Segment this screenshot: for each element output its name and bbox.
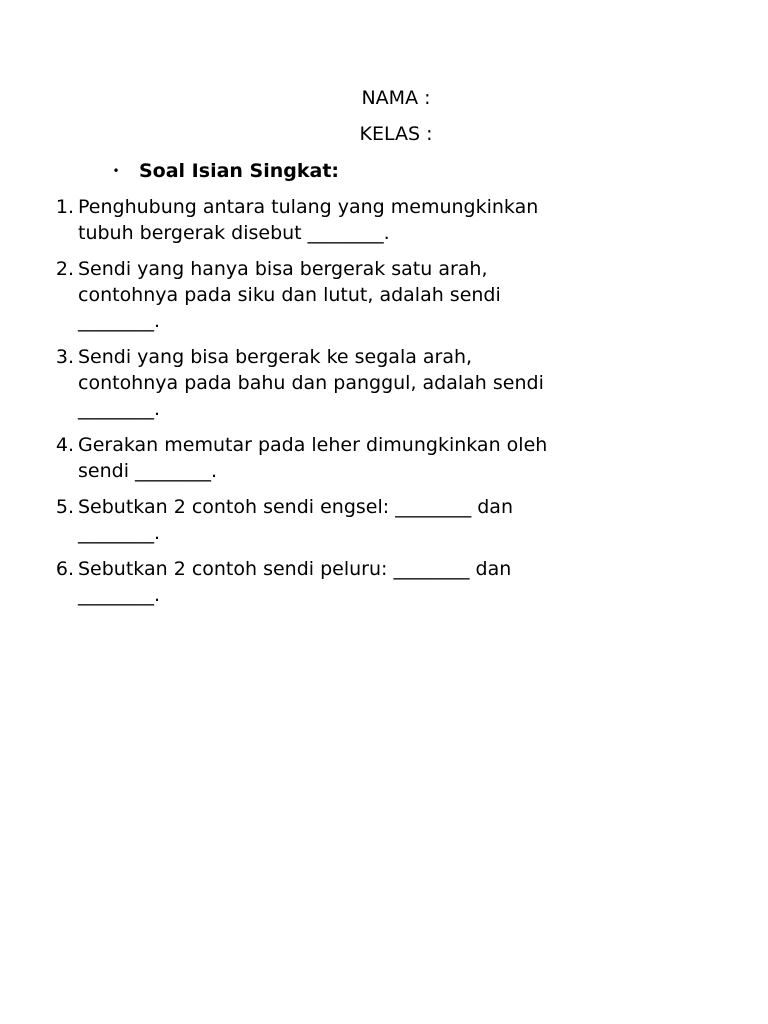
question-text: Sebutkan 2 contoh sendi engsel: ________ dan ________. <box>78 496 513 544</box>
name-label: NAMA : <box>361 87 431 109</box>
question-text: Sebutkan 2 contoh sendi peluru: ________ dan ________. <box>78 558 512 606</box>
question-item-1 <box>50 194 570 246</box>
question-number: 4. <box>55 434 74 456</box>
section-title: Soal Isian Singkat: <box>139 160 340 182</box>
question-item-4 <box>50 432 570 484</box>
class-label: KELAS : <box>359 123 433 145</box>
question-item-5 <box>50 494 570 546</box>
question-number: 5. <box>55 496 74 518</box>
question-number: 2. <box>55 258 74 280</box>
question-number: 6. <box>55 558 74 580</box>
question-text: Sendi yang hanya bisa bergerak satu arah, contohnya pada siku dan lutut, adalah sendi ________. <box>78 258 501 332</box>
question-text: Sendi yang bisa bergerak ke segala arah, contohnya pada bahu dan panggul, adalah sendi ________. <box>78 346 544 420</box>
question-list <box>50 194 570 618</box>
question-number: 1. <box>55 196 74 218</box>
question-text: Penghubung antara tulang yang memungkinkan tubuh bergerak disebut ________. <box>78 196 539 244</box>
section-heading <box>108 158 708 184</box>
bullet-icon: • <box>112 164 120 178</box>
question-number: 3. <box>55 346 74 368</box>
question-text: Gerakan memutar pada leher dimungkinkan oleh sendi ________. <box>78 434 548 482</box>
question-item-6 <box>50 556 570 608</box>
question-item-2 <box>50 256 570 334</box>
bullet-item <box>108 158 708 184</box>
question-item-3 <box>50 344 570 422</box>
